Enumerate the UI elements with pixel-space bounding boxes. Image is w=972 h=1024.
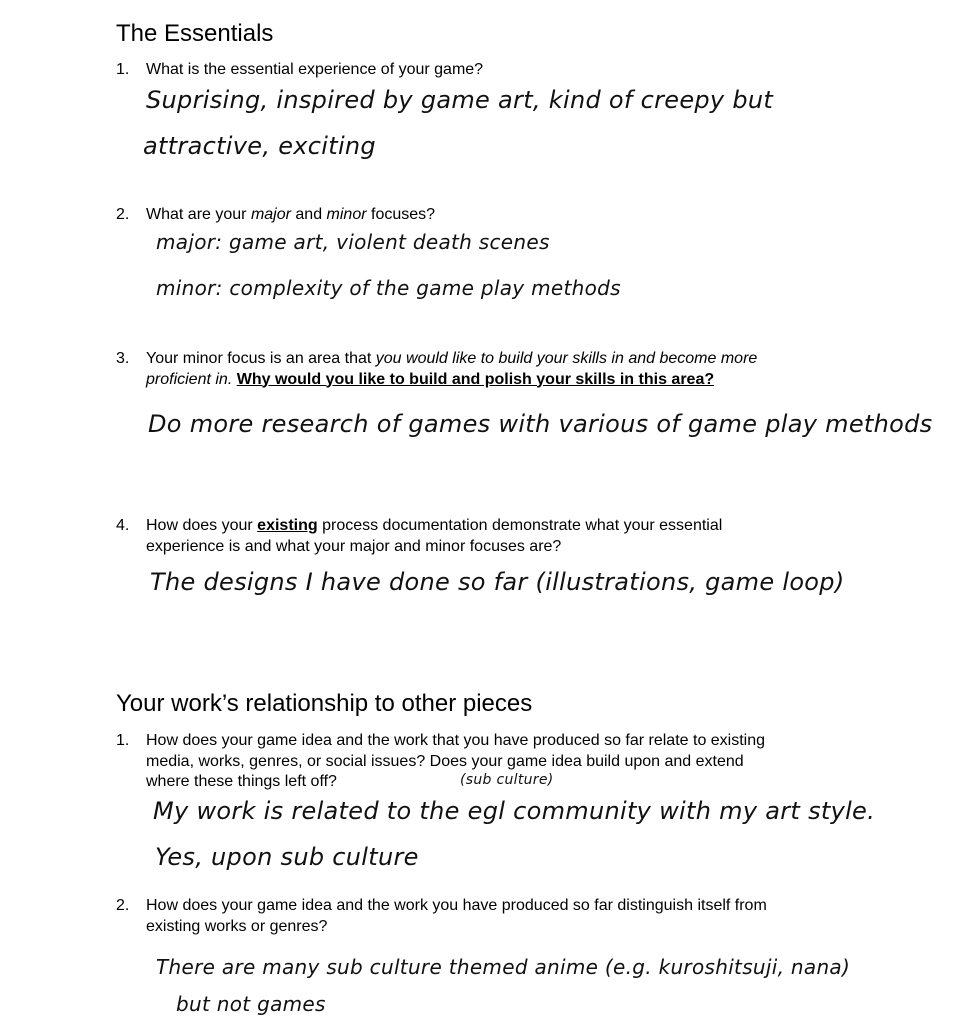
section-title-relationship: Your work’s relationship to other pieces [116, 690, 533, 717]
question-number: 1. [116, 61, 130, 78]
handwritten-answer: attractive, exciting [143, 132, 376, 160]
handwritten-answer: minor: complexity of the game play methods [156, 276, 621, 300]
question-text: How does your existing process documentation demonstrate what your essential experience is and what your major and minor focuses are? [146, 517, 723, 555]
question-text: What are your major and minor focuses? [146, 206, 436, 223]
question-text: Your minor focus is an area that you would like to build your skills in and become more proficient in. Why would you like to build and polish your skills in this area? [146, 350, 758, 388]
handwritten-answer: The designs I have done so far (illustrations, game loop) [150, 568, 845, 596]
handwritten-answer: There are many sub culture themed anime (e.g. kuroshitsuji, nana) [156, 955, 851, 979]
handwritten-answer: major: game art, violent death scenes [156, 230, 550, 254]
question-number: 4. [116, 517, 130, 534]
handwritten-answer: Suprising, inspired by game art, kind of creepy but [146, 86, 774, 114]
handwritten-answer: but not games [176, 992, 326, 1016]
handwritten-answer: Yes, upon sub culture [155, 843, 419, 871]
question-number: 3. [116, 350, 130, 367]
section-title-essentials: The Essentials [116, 20, 274, 47]
question-number: 2. [116, 206, 130, 223]
question-number: 1. [116, 732, 130, 749]
handwritten-annotation: (sub culture) [460, 772, 554, 788]
question-text: How does your game idea and the work that you have produced so far relate to existing media, works, genres, or social issues? Does your game idea build upon and extend where these things left off? [146, 732, 766, 790]
handwritten-answer: Do more research of games with various of game play methods [148, 410, 933, 438]
question-text: How does your game idea and the work you have produced so far distinguish itself from existing works or genres? [146, 897, 767, 935]
handwritten-answer: My work is related to the egl community with my art style. [153, 797, 876, 825]
question-text: What is the essential experience of your game? [146, 61, 484, 78]
question-number: 2. [116, 897, 130, 914]
